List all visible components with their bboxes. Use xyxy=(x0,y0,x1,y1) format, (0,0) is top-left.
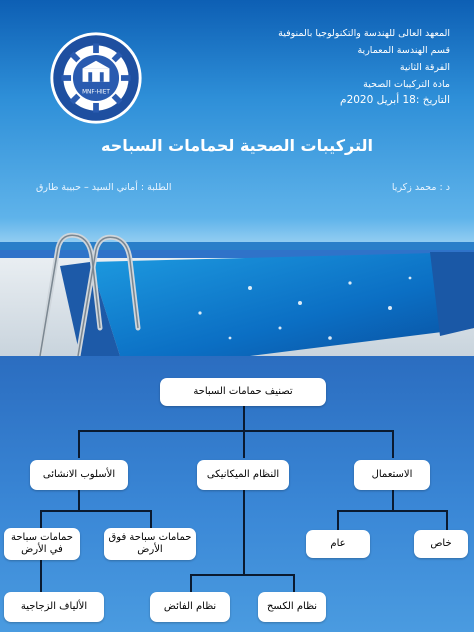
connector xyxy=(78,430,392,432)
chart-public: عام xyxy=(306,530,370,558)
institute-logo xyxy=(48,30,144,126)
date-label: التاريخ :18 أبريل 2020م xyxy=(340,94,450,106)
chart-root: تصنيف حمامات السباحة xyxy=(160,378,326,406)
connector xyxy=(243,430,245,458)
chart-above-ground: حمامات سباحة فوق الأرض xyxy=(104,528,196,560)
connector xyxy=(392,430,394,458)
pool-photo xyxy=(0,218,474,356)
supervisor-name: د : محمد زكريا xyxy=(391,182,450,193)
connector xyxy=(190,574,293,576)
chart-mechanical: النظام الميكانيكى xyxy=(197,460,289,490)
students-names: الطلبة : أماني السيد – حبيبة طارق xyxy=(36,182,172,193)
chart-fiberglass: الألياف الزجاجية xyxy=(4,592,104,622)
connector xyxy=(78,490,80,510)
connector xyxy=(446,510,448,530)
connector xyxy=(190,574,192,592)
connector xyxy=(243,490,245,574)
connector xyxy=(40,510,42,530)
connector xyxy=(150,510,152,530)
classification-chart xyxy=(0,356,474,632)
connector xyxy=(293,574,295,592)
connector xyxy=(40,560,42,592)
connector xyxy=(243,406,245,430)
page-title: التركيبات الصحية لحمامات السباحه xyxy=(101,136,373,155)
connector xyxy=(40,510,150,512)
chart-in-ground: حمامات سباحة في الأرض xyxy=(4,528,80,560)
logo-text: MNF-HIET xyxy=(82,89,110,96)
connector xyxy=(337,510,446,512)
chart-overflow: نظام الفائض xyxy=(150,592,230,622)
connector xyxy=(392,490,394,510)
year-label: الفرقة الثانية xyxy=(399,62,450,73)
institute-name: المعهد العالى للهندسة والتكنولوجيا بالمنوفية xyxy=(278,28,450,39)
header-band xyxy=(0,0,474,218)
chart-usage: الاستعمال xyxy=(354,460,430,490)
chart-skimmer: نظام الكسح xyxy=(258,592,326,622)
department-name: قسم الهندسة المعمارية xyxy=(357,45,450,56)
connector xyxy=(78,430,80,458)
connector xyxy=(337,510,339,530)
subject-label: مادة التركيبات الصحية xyxy=(363,79,450,90)
chart-construction: الأسلوب الانشائى xyxy=(30,460,128,490)
chart-private: خاص xyxy=(414,530,468,558)
